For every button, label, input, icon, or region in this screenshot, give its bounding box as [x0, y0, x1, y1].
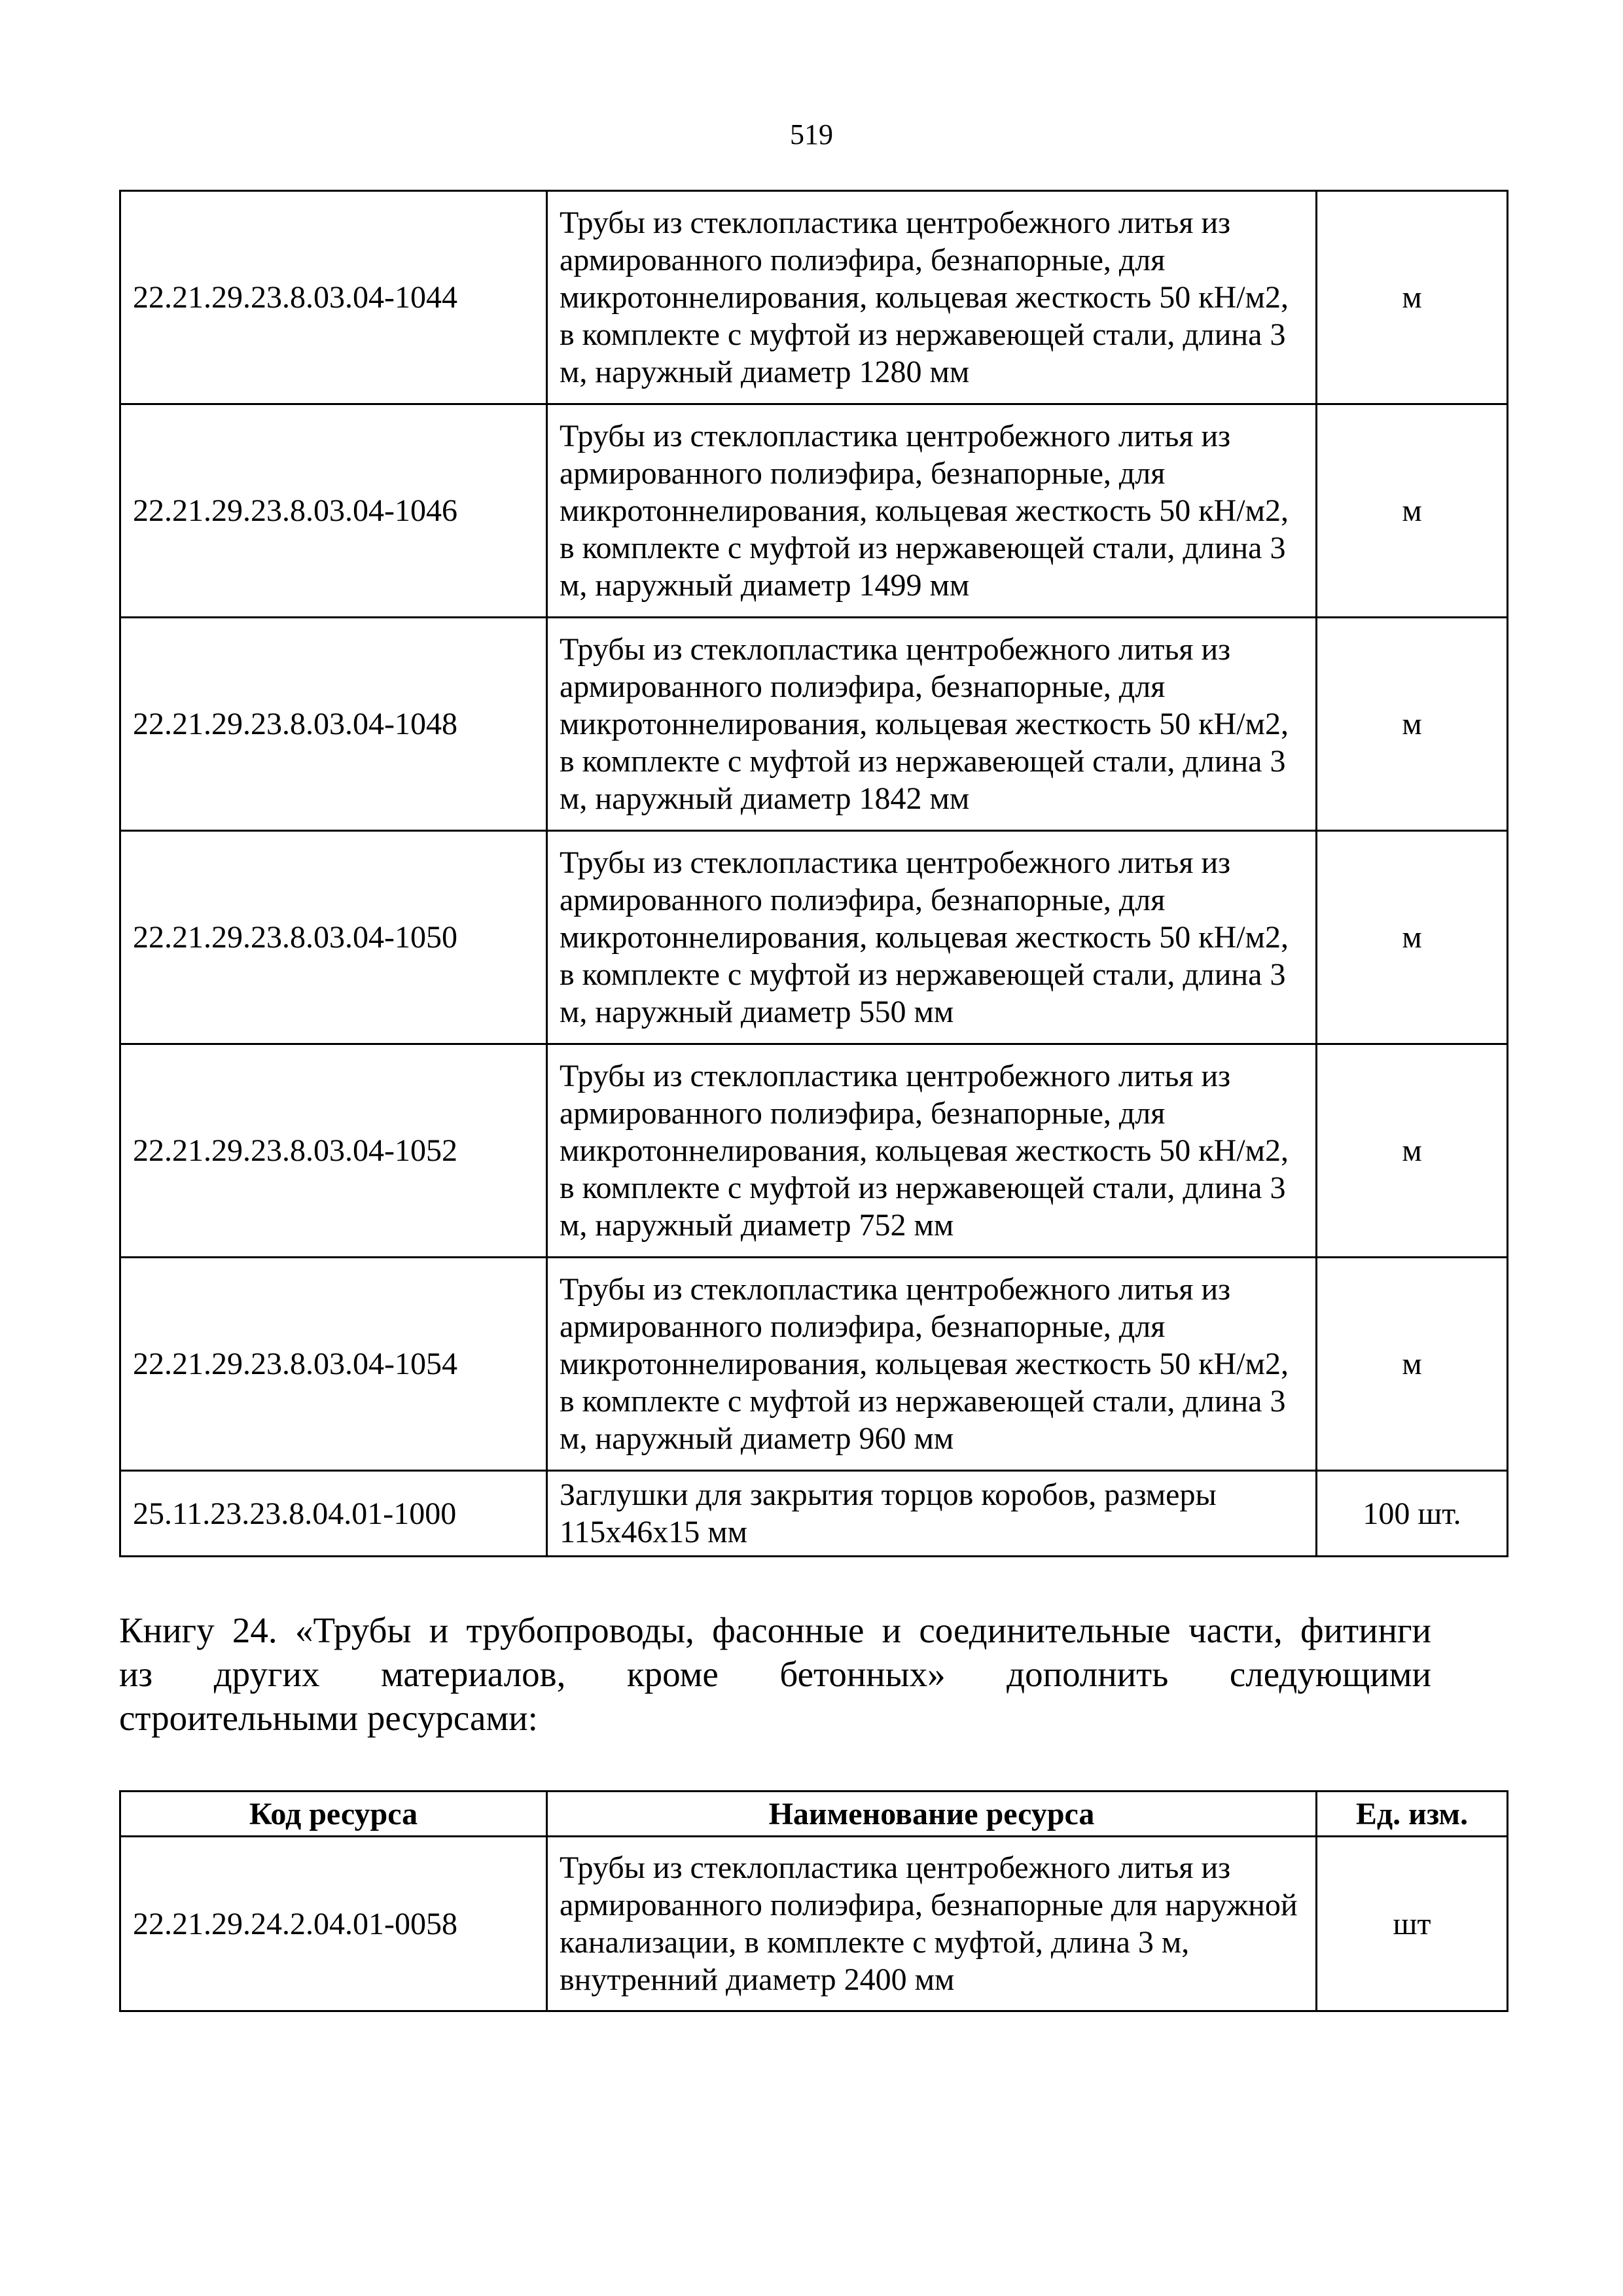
resource-unit: м	[1317, 618, 1508, 831]
header-unit: Ед. изм.	[1317, 1792, 1508, 1837]
resource-code: 22.21.29.23.8.03.04-1048	[120, 618, 547, 831]
table-row	[120, 404, 1508, 618]
table-header-row	[120, 1792, 1508, 1837]
resources-table-continued	[119, 190, 1508, 1557]
resource-code: 25.11.23.23.8.04.01-1000	[120, 1471, 547, 1557]
page-number: 519	[790, 118, 833, 150]
resource-unit: м	[1317, 404, 1508, 618]
paragraph-line: строительными ресурсами:	[119, 1698, 538, 1738]
resource-unit: м	[1317, 1044, 1508, 1258]
header-name: Наименование ресурса	[547, 1792, 1317, 1837]
table-row	[120, 1471, 1508, 1557]
paragraph-line: Книгу 24. «Трубы и трубопроводы, фасонные и соединительные части, фитинги	[119, 1610, 1431, 1650]
resource-unit: м	[1317, 191, 1508, 404]
resource-unit: м	[1317, 1258, 1508, 1471]
resource-name: Трубы из стеклопластика центробежного литья из армированного полиэфира, безнапорные, для микротоннелирования, кольцевая жесткость 50 кН/м2, в комплекте с муфтой из нержавеющей стали, длина 3 м, наружный диаметр 1499 мм	[547, 404, 1317, 618]
resource-name: Трубы из стеклопластика центробежного литья из армированного полиэфира, безнапорные для наружной канализации, в комплекте с муфтой, длина 3 м, внутренний диаметр 2400 мм	[547, 1837, 1317, 2011]
header-code: Код ресурса	[120, 1792, 547, 1837]
resource-name: Трубы из стеклопластика центробежного литья из армированного полиэфира, безнапорные, для микротоннелирования, кольцевая жесткость 50 кН/м2, в комплекте с муфтой из нержавеющей стали, длина 3 м, наружный диаметр 1280 мм	[547, 191, 1317, 404]
table-row	[120, 831, 1508, 1044]
resource-name: Заглушки для закрытия торцов коробов, размеры 115х46х15 мм	[547, 1471, 1317, 1557]
table-row	[120, 618, 1508, 831]
table-row	[120, 191, 1508, 404]
resources-table-book-24	[119, 1790, 1508, 2012]
resource-code: 22.21.29.23.8.03.04-1054	[120, 1258, 547, 1471]
resource-name: Трубы из стеклопластика центробежного литья из армированного полиэфира, безнапорные, для микротоннелирования, кольцевая жесткость 50 кН/м2, в комплекте с муфтой из нержавеющей стали, длина 3 м, наружный диаметр 550 мм	[547, 831, 1317, 1044]
paragraph-line: из других материалов, кроме бетонных» дополнить следующими	[119, 1654, 1431, 1694]
table-row	[120, 1837, 1508, 2011]
resource-code: 22.21.29.24.2.04.01-0058	[120, 1837, 547, 2011]
table-row	[120, 1258, 1508, 1471]
resource-code: 22.21.29.23.8.03.04-1050	[120, 831, 547, 1044]
resource-code: 22.21.29.23.8.03.04-1044	[120, 191, 547, 404]
resource-name: Трубы из стеклопластика центробежного литья из армированного полиэфира, безнапорные, для микротоннелирования, кольцевая жесткость 50 кН/м2, в комплекте с муфтой из нержавеющей стали, длина 3 м, наружный диаметр 752 мм	[547, 1044, 1317, 1258]
book-24-paragraph	[119, 1608, 1431, 1740]
table-row	[120, 1044, 1508, 1258]
resource-name: Трубы из стеклопластика центробежного литья из армированного полиэфира, безнапорные, для микротоннелирования, кольцевая жесткость 50 кН/м2, в комплекте с муфтой из нержавеющей стали, длина 3 м, наружный диаметр 960 мм	[547, 1258, 1317, 1471]
resource-unit: 100 шт.	[1317, 1471, 1508, 1557]
resource-code: 22.21.29.23.8.03.04-1046	[120, 404, 547, 618]
resource-unit: м	[1317, 831, 1508, 1044]
resource-name: Трубы из стеклопластика центробежного литья из армированного полиэфира, безнапорные, для микротоннелирования, кольцевая жесткость 50 кН/м2, в комплекте с муфтой из нержавеющей стали, длина 3 м, наружный диаметр 1842 мм	[547, 618, 1317, 831]
resource-code: 22.21.29.23.8.03.04-1052	[120, 1044, 547, 1258]
resource-unit: шт	[1317, 1837, 1508, 2011]
